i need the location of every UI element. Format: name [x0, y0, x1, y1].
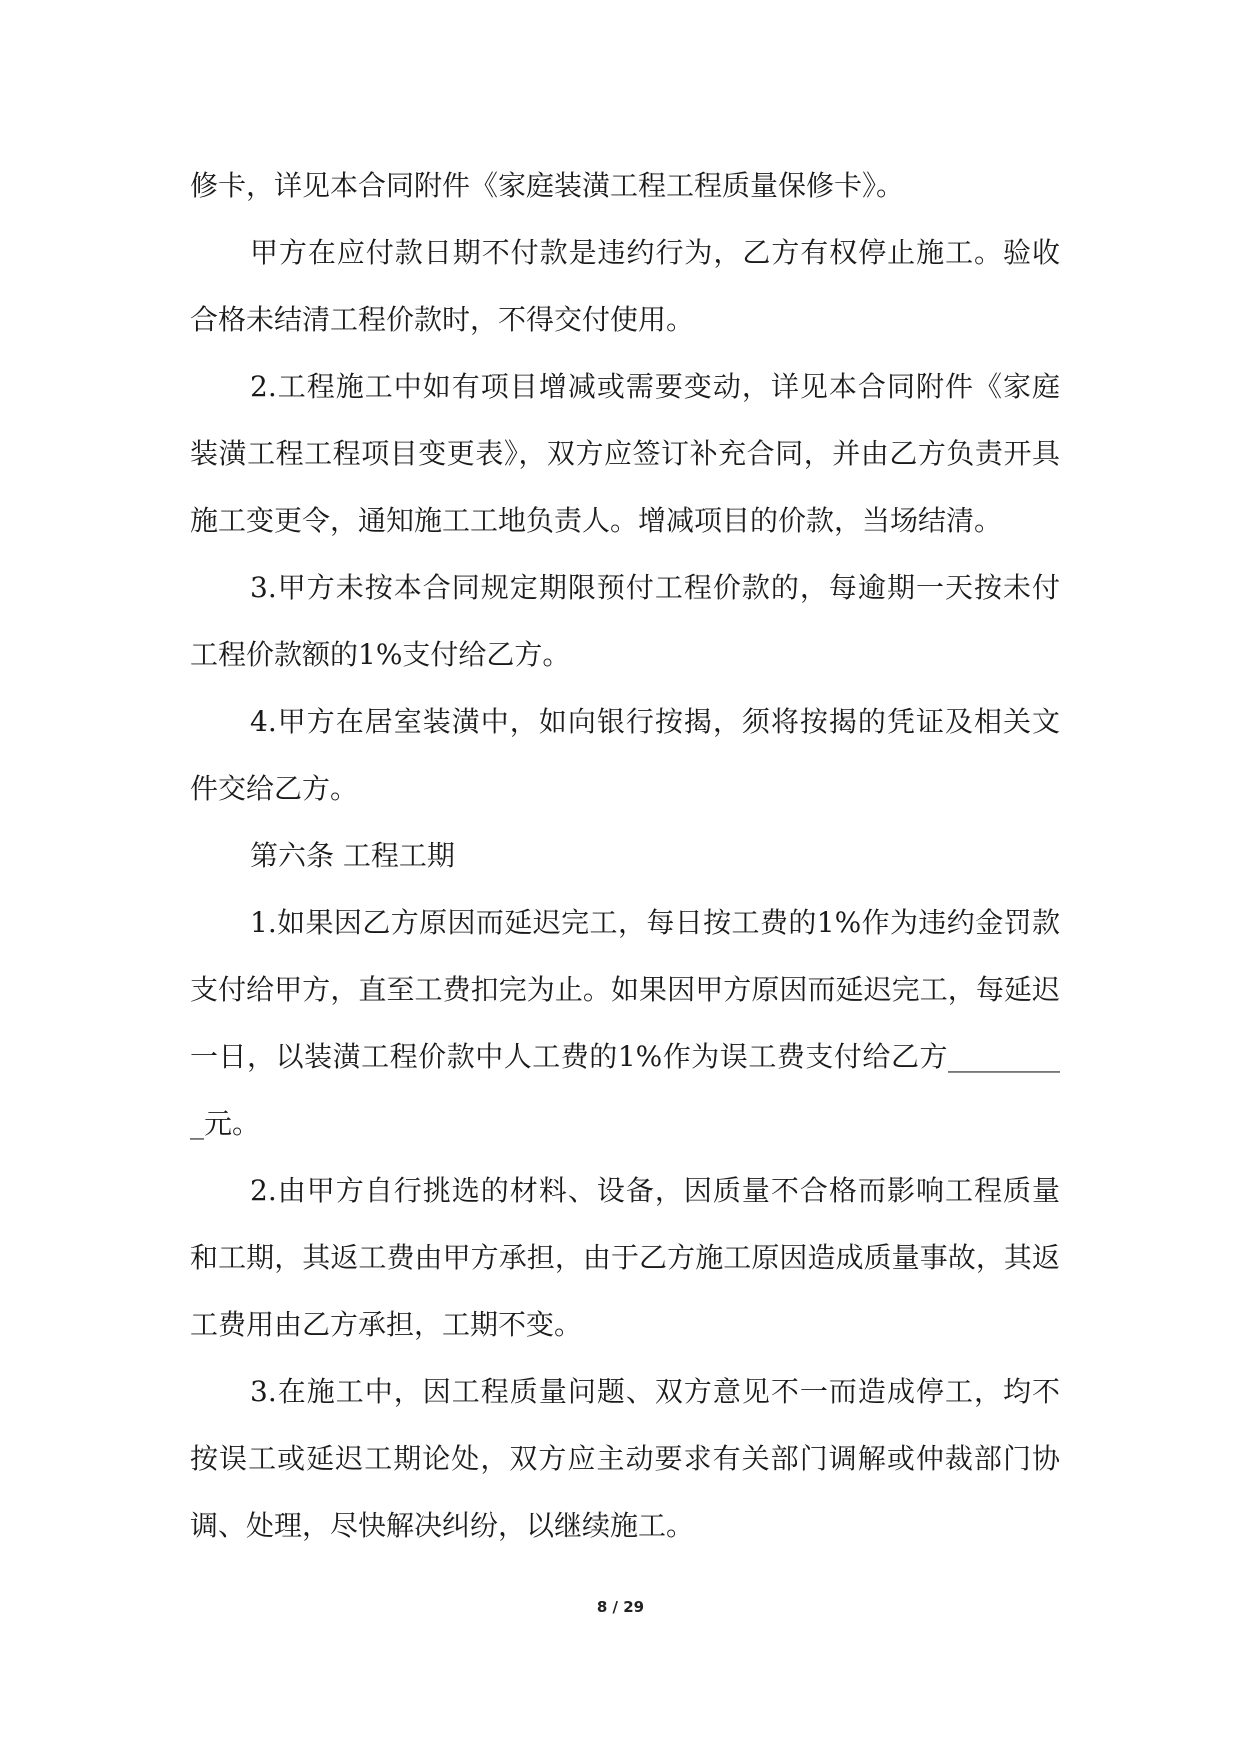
page-number: 8 / 29	[596, 1598, 645, 1616]
paragraph-2: 甲方在应付款日期不付款是违约行为，乙方有权停止施工。验收合格未结清工程价款时，不得交付使用。	[190, 236, 1060, 336]
paragraph-8: 2.由甲方自行挑选的材料、设备，因质量不合格而影响工程质量和工期，其返工费由甲方承担，由于乙方施工原因造成质量事故，其返工费用由乙方承担，工期不变。	[190, 1174, 1060, 1341]
document-body	[190, 152, 1060, 1559]
paragraph-9: 3.在施工中，因工程质量问题、双方意见不一而造成停工，均不按误工或延迟工期论处，双方应主动要求有关部门调解或仲裁部门协调、处理，尽快解决纠纷，以继续施工。	[190, 1375, 1060, 1542]
paragraph-5: 4.甲方在居室装潢中，如向银行按揭，须将按揭的凭证及相关文件交给乙方。	[190, 705, 1060, 805]
paragraph-4: 3.甲方未按本合同规定期限预付工程价款的，每逾期一天按未付工程价款额的1%支付给乙方。	[190, 571, 1060, 671]
paragraph-1: 修卡，详见本合同附件《家庭装潢工程工程质量保修卡》。	[190, 169, 905, 202]
paragraph-7: 1.如果因乙方原因而延迟完工，每日按工费的1%作为违约金罚款支付给甲方，直至工费扣完为止。如果因甲方原因而延迟完工，每延迟一日，以装潢工程价款中人工费的1%作为误工费支付给乙方_________元。	[190, 906, 1060, 1140]
section-heading: 第六条 工程工期	[250, 839, 455, 872]
paragraph-3: 2.工程施工中如有项目增减或需要变动，详见本合同附件《家庭装潢工程工程项目变更表》，双方应签订补充合同，并由乙方负责开具施工变更令，通知施工工地负责人。增减项目的价款，当场结清。	[190, 370, 1060, 537]
